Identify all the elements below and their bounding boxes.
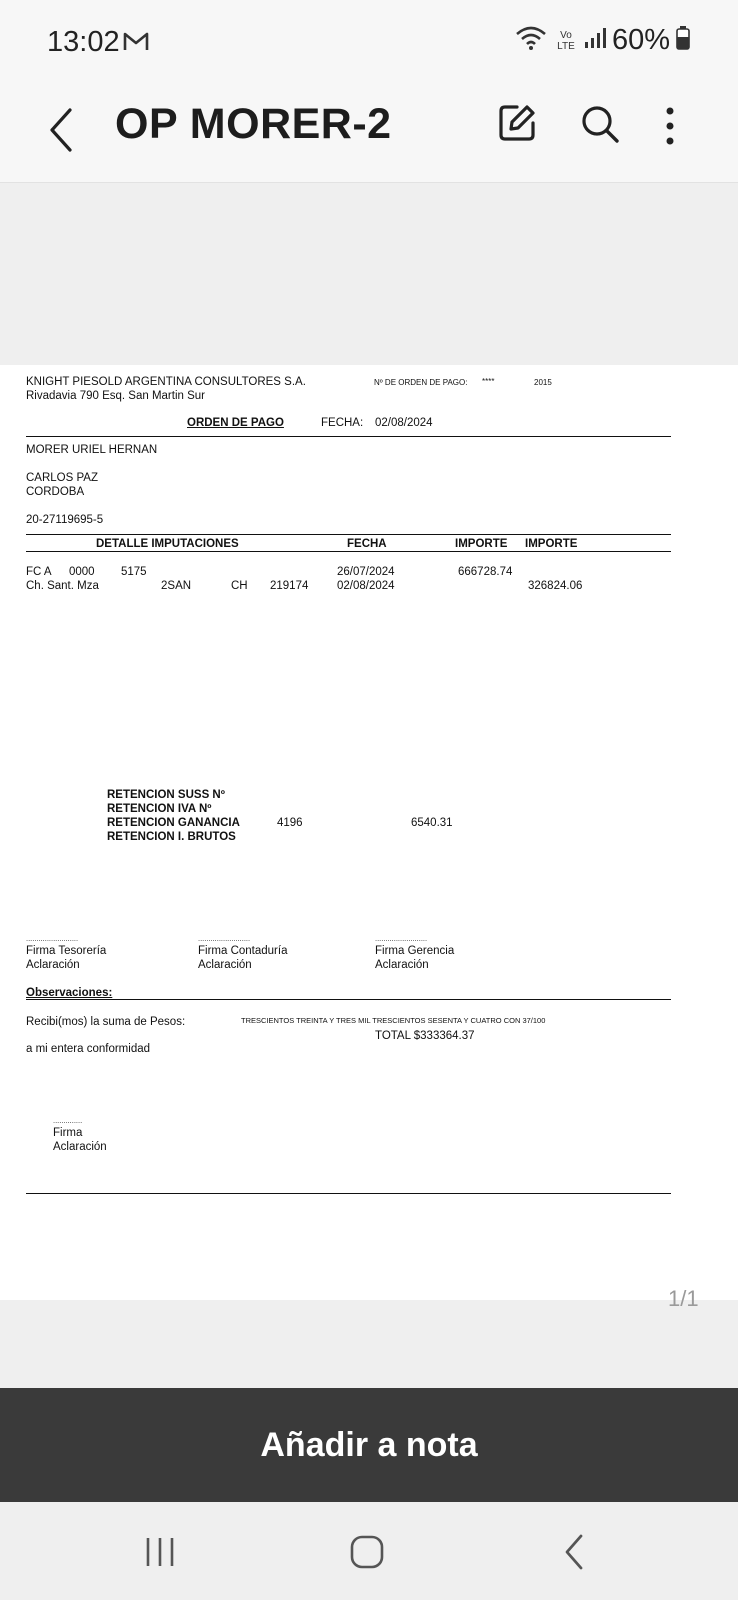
status-time: 13:02 <box>47 26 120 58</box>
total-amount: TOTAL $333364.37 <box>375 1030 475 1042</box>
divider <box>26 436 671 437</box>
header-fecha: FECHA <box>347 538 387 550</box>
row1-c3: 5175 <box>121 566 147 578</box>
aclaracion-tesoreria: Aclaración <box>26 959 80 971</box>
amount-in-words: TRESCIENTOS TREINTA Y TRES MIL TRESCIENTOS SESENTA Y CUATRO CON 37/100 <box>241 1016 546 1025</box>
page-title: OP MORER-2 <box>115 100 392 148</box>
more-vertical-icon[interactable] <box>663 106 677 151</box>
header-importe-2: IMPORTE <box>525 538 578 550</box>
firma-tesoreria: Firma Tesorería <box>26 945 107 957</box>
order-number: 2015 <box>534 378 552 387</box>
firma-gerencia: Firma Gerencia <box>375 945 455 957</box>
wifi-icon <box>514 25 548 56</box>
search-icon[interactable] <box>580 104 620 149</box>
row2-importe: 326824.06 <box>528 580 583 592</box>
row1-c2: 0000 <box>69 566 95 578</box>
volte-icon <box>554 30 578 52</box>
payee-city: CARLOS PAZ <box>26 472 98 484</box>
status-bar <box>0 0 738 86</box>
divider <box>26 1193 671 1194</box>
payee-name: MORER URIEL HERNAN <box>26 444 158 456</box>
header-importe-1: IMPORTE <box>455 538 508 550</box>
ret-suss: RETENCION SUSS Nº <box>107 789 225 801</box>
battery-percent: 60% <box>611 24 670 56</box>
firma-dots: ......................... <box>198 934 251 943</box>
firma-label: Firma <box>53 1127 83 1139</box>
add-to-note-label: Añadir a nota <box>260 1425 478 1464</box>
firma-dots: ......................... <box>375 934 428 943</box>
row2-c1: Ch. Sant. Mza <box>26 580 99 592</box>
ret-iva: RETENCION IVA Nº <box>107 803 212 815</box>
back-icon[interactable] <box>563 1534 585 1575</box>
add-to-note-button[interactable] <box>0 1388 738 1502</box>
document-viewer[interactable] <box>0 183 738 1320</box>
orden-title: ORDEN DE PAGO <box>187 417 284 429</box>
fecha-value: 02/08/2024 <box>375 417 433 429</box>
payee-cuit: 20-27119695-5 <box>26 514 104 526</box>
order-stars: **** <box>482 377 495 386</box>
row2-fecha: 02/08/2024 <box>337 580 395 592</box>
app-bar <box>0 86 738 183</box>
divider <box>26 551 671 552</box>
row1-importe: 666728.74 <box>458 566 513 578</box>
home-icon[interactable] <box>350 1535 384 1574</box>
header-detalle: DETALLE IMPUTACIONES <box>96 538 239 550</box>
fecha-label: FECHA: <box>321 417 364 429</box>
payee-province: CORDOBA <box>26 486 85 498</box>
firma-dots: ......................... <box>26 934 79 943</box>
company-name: KNIGHT PIESOLD ARGENTINA CONSULTORES S.A. <box>26 376 306 388</box>
status-icons <box>514 24 690 57</box>
conformidad-text: a mi entera conformidad <box>26 1043 151 1055</box>
navigation-bar <box>0 1502 738 1600</box>
row1-fecha: 26/07/2024 <box>337 566 395 578</box>
order-label: Nº DE ORDEN DE PAGO: <box>374 378 468 387</box>
row2-c6: 219174 <box>270 580 309 592</box>
volte-top: Vo <box>560 29 572 41</box>
gmail-notification-icon <box>123 30 149 57</box>
ret-ganancia-amount: 6540.31 <box>411 817 453 829</box>
row2-c5: CH <box>231 580 248 592</box>
ret-ganancia: RETENCION GANANCIA <box>107 817 240 829</box>
row2-c4: 2SAN <box>161 580 192 592</box>
page-indicator: 1/1 <box>668 1286 699 1311</box>
recents-icon[interactable] <box>144 1536 176 1573</box>
document-page[interactable] <box>0 365 738 1300</box>
row1-c1: FC A <box>26 566 52 578</box>
volte-bottom: LTE <box>557 40 575 52</box>
battery-icon <box>676 26 690 55</box>
divider <box>26 999 671 1000</box>
ret-brutos: RETENCION I. BRUTOS <box>107 831 236 843</box>
aclaracion-label: Aclaración <box>53 1141 107 1153</box>
edit-icon[interactable] <box>497 103 537 148</box>
aclaracion-gerencia: Aclaración <box>375 959 429 971</box>
company-address: Rivadavia 790 Esq. San Martin Sur <box>26 390 205 402</box>
recibi-label: Recibi(mos) la suma de Pesos: <box>26 1016 186 1028</box>
signal-icon <box>584 26 606 55</box>
divider <box>26 534 671 535</box>
firma-contaduria: Firma Contaduría <box>198 945 288 957</box>
back-chevron-icon[interactable] <box>46 108 76 157</box>
observaciones-label: Observaciones: <box>26 987 113 999</box>
ret-ganancia-num: 4196 <box>277 817 303 829</box>
aclaracion-contaduria: Aclaración <box>198 959 252 971</box>
firma-dots: .............. <box>53 1116 83 1125</box>
